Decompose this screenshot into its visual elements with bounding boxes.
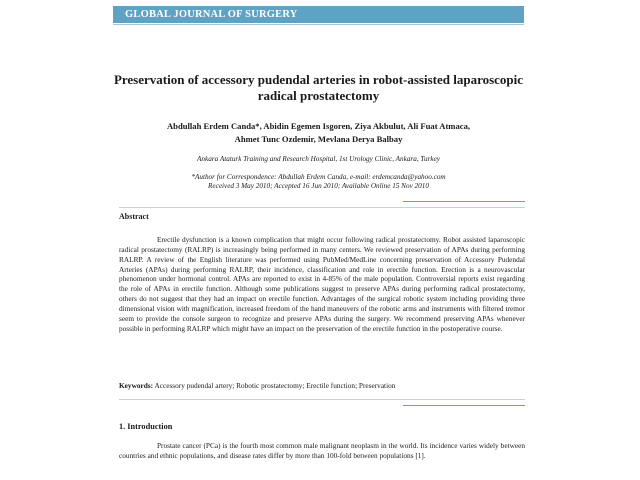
header-divider bbox=[113, 24, 524, 25]
introduction-text bbox=[119, 441, 525, 461]
abstract-divider bbox=[119, 207, 525, 208]
author-list bbox=[113, 120, 524, 145]
correspondence-block bbox=[113, 173, 524, 191]
author-line-2: Ahmet Tunc Ozdemir, Mevlana Derya Balbay bbox=[234, 133, 403, 144]
keywords-divider bbox=[119, 399, 525, 400]
section-top-rule bbox=[403, 405, 525, 406]
publication-dates: Received 3 May 2010; Accepted 16 Jun 2010; Available Online 15 Nov 2010 bbox=[208, 182, 429, 191]
paper-title: Preservation of accessory pudendal arteries in robot-assisted laparoscopic radical prostatectomy bbox=[113, 72, 524, 103]
introduction-paragraph: Prostate cancer (PCa) is the fourth most common male malignant neoplasm in the world. Its incidence varies widely between countries and ethnic populations, and disease rates differ by more than 100-fold between populations [1]. bbox=[119, 441, 525, 460]
abstract-heading: Abstract bbox=[119, 212, 149, 221]
correspondence-author: *Author for Correspondence: Abdullah Erdem Canda, e-mail: erdemcanda@yahoo.com bbox=[191, 173, 446, 181]
abstract-text bbox=[119, 235, 525, 333]
keywords-label: Keywords: bbox=[119, 381, 154, 390]
introduction-heading: 1. Introduction bbox=[119, 422, 173, 431]
keywords-text: Accessory pudendal artery; Robotic prostatectomy; Erectile function; Preservation bbox=[154, 381, 396, 390]
journal-name: GLOBAL JOURNAL OF SURGERY bbox=[125, 9, 298, 20]
author-line-1: Abdullah Erdem Canda*, Abidin Egemen Isgoren, Ziya Akbulut, Ali Fuat Atmaca, bbox=[166, 121, 471, 131]
keywords bbox=[119, 381, 525, 390]
journal-header-bar bbox=[113, 6, 524, 23]
abstract-paragraph: Erectile dysfunction is a known complication that might occur following radical prostatectomy. Robot assisted laparoscopic radical prostatectomy (RALRP) is increasingly being performed in many centers. We reviewed preservation of APAs during performing RALRP. A review of the English literature was performed using PubMed/MedLine concerning preservation of Accessory Pudendal Arteries (APAs) during performing RALRP, their incidence, classification and role in erectile function. Erection is a neurovascular phenomenon under hormonal control. APAs are reported to exist in 4-85% of the male population. Controversial reports exist regarding the role of APAs in erectile function. Although some publications suggest to preserve APAs during performing radical prostatectomy, others do not suggest that they had an impact on erectile function. Advantages of the surgical robotic system including providing three dimensional vision with magnification, increased freedom of the hand maneuvers of the robotic arms and instruments with filtered tremor seem to provide the console surgeon to recognize and preserve APAs during the surgery. We recommend preserving APAs whenever possible in performing RALRP which might have an impact on the preservation of the erectile function in the postoperative course. bbox=[119, 235, 525, 333]
affiliation: Ankara Ataturk Training and Research Hospital, 1st Urology Clinic, Ankara, Turkey bbox=[197, 155, 440, 163]
abstract-top-rule bbox=[403, 201, 525, 202]
